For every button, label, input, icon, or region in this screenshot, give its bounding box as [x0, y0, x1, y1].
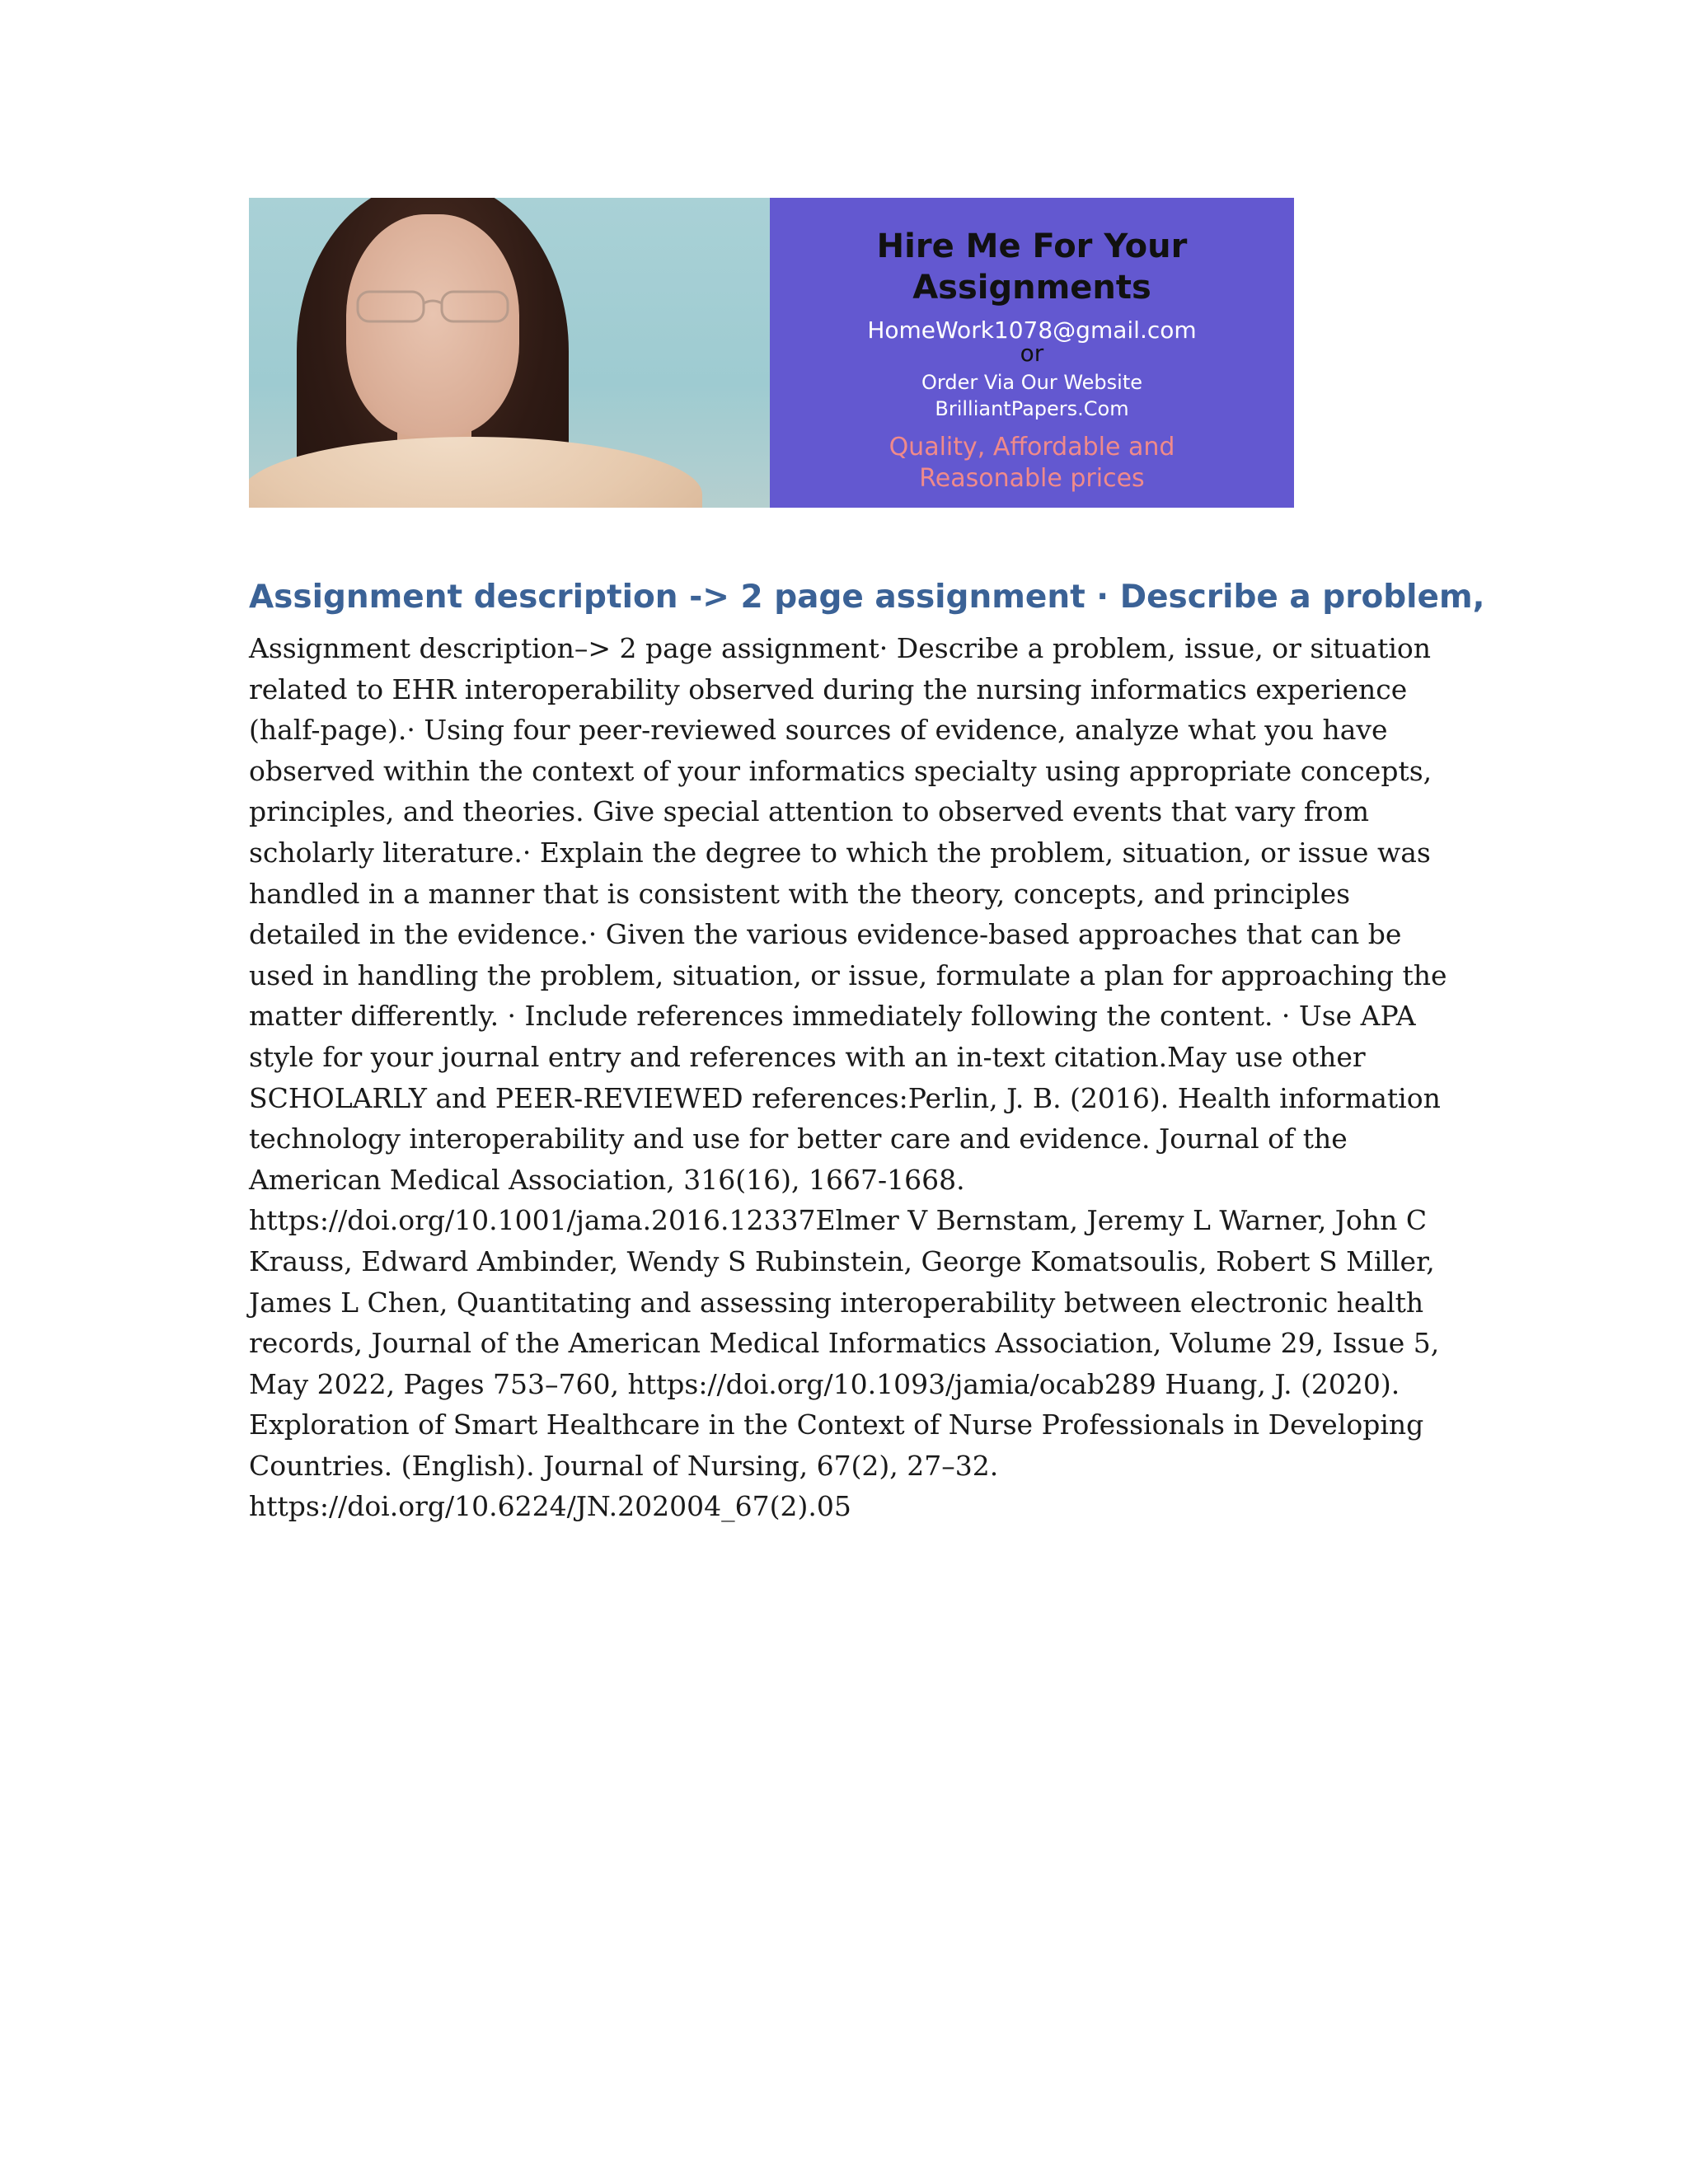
glasses-icon [354, 288, 511, 325]
document-body: Assignment description–> 2 page assignment· Describe a problem, issue, or situation related to EHR interoperability observed during the nursing informatics experience (half-page).· Using four peer-reviewed sources of evidence, analyze what you have observed within the context of your informatics specialty using appropriate concepts, principles, and theories. Give special attention to observed events that vary from scholarly literature.· Explain the degree to which the problem, situation, or issue was handled in a manner that is consistent with the theory, concepts, and principles detailed in the evidence.· Given the various evidence-based approaches that can be used in handling the problem, situation, or issue, formulate a plan for approaching the matter differently. · Include references immediately following the content. · Use APA style for your journal entry and references with an in-text citation.May use other SCHOLARLY and PEER-REVIEWED references:Perlin, J. B. (2016). Health information technology interoperability and use for better care and evidence. Journal of the American Medical Association, 316(16), 1667-1668. https://doi.org/10.1001/jama.2016.12337Elmer V Bernstam, Jeremy L Warner, John C Krauss, Edward Ambinder, Wendy S Rubinstein, George Komatsoulis, Robert S Miller, James L Chen, Quantitating and assessing interoperability between electronic health records, Journal of the American Medical Informatics Association, Volume 29, Issue 5, May 2022, Pages 753–760, https://doi.org/10.1093/jamia/ocab289 Huang, J. (2020). Exploration of Smart Healthcare in the Context of Nurse Professionals in Developing Countries. (English). Journal of Nursing, 67(2), 27–32. https://doi.org/10.6224/JN.202004_67(2).05 [249, 632, 1447, 1523]
banner-tagline: Quality, Affordable and Reasonable prices [889, 433, 1175, 493]
photo-face [346, 214, 519, 437]
document-heading: Assignment description -> 2 page assignment · Describe a problem, [249, 579, 1485, 616]
banner-photo [249, 198, 770, 508]
advertisement-banner [249, 198, 1294, 508]
banner-website: Order Via Our Website BrilliantPapers.Com [921, 371, 1142, 420]
banner-or: or [1020, 340, 1044, 367]
banner-ad-panel [770, 198, 1294, 508]
banner-email: HomeWork1078@gmail.com [867, 316, 1197, 344]
banner-title: Hire Me For Your Assignments [876, 227, 1188, 307]
